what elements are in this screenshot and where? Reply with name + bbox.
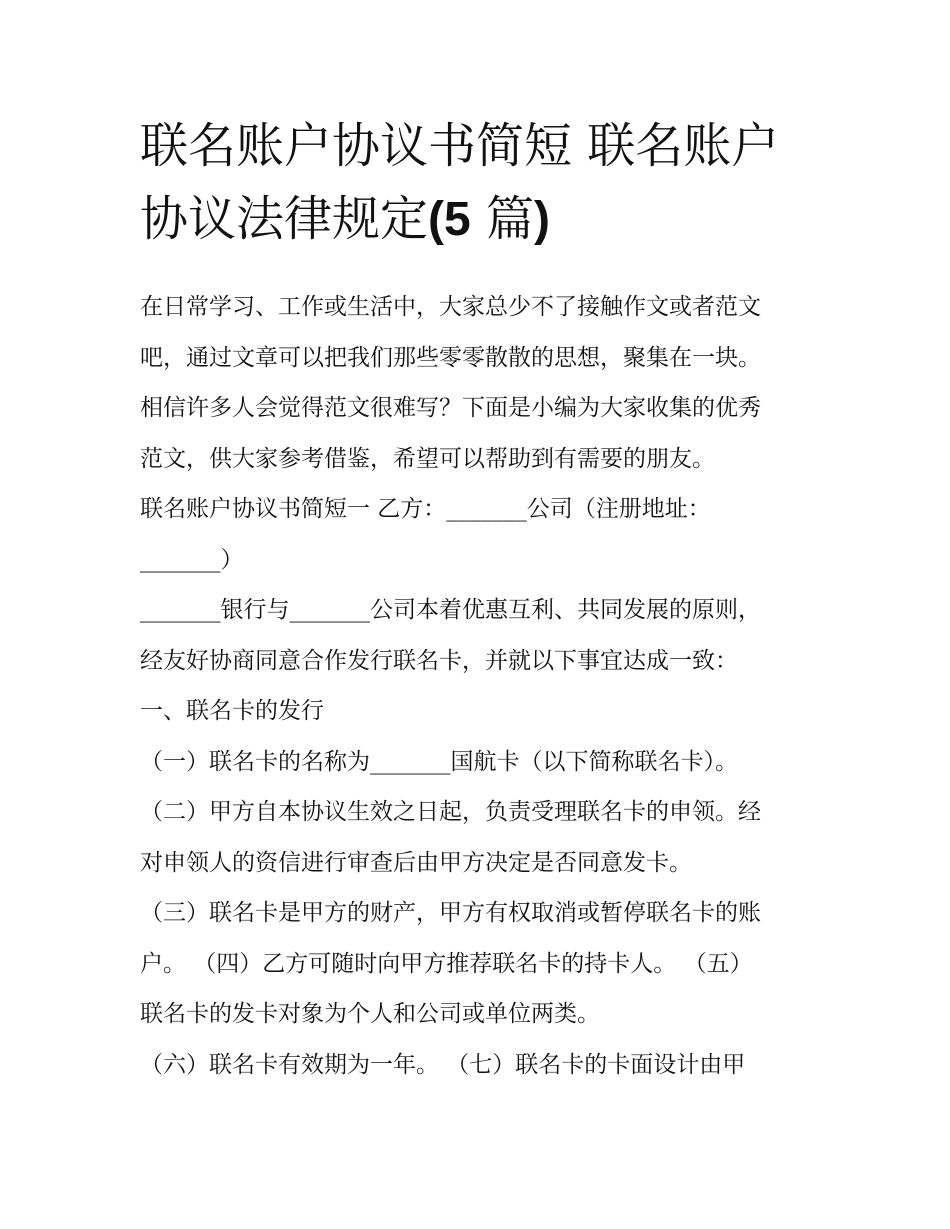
title-line-2-text: 协议法律规定 (140, 191, 429, 247)
section-heading: 一、联名卡的发行 (140, 698, 324, 724)
body-line: （三）联名卡是甲方的财产，甲方有权取消或暂停联名卡的账 (140, 900, 761, 926)
body-line: （一）联名卡的名称为_______国航卡（以下简称联名卡）。 (140, 748, 738, 775)
body-line: （六）联名卡有效期为一年。 （七）联名卡的卡面设计由甲 (140, 1051, 746, 1078)
body-line: 联名卡的发卡对象为个人和公司或单位两类。 (140, 1001, 600, 1027)
body-line: 经友好协商同意合作发行联名卡，并就以下事宜达成一致： (140, 647, 738, 674)
body-line: 吧，通过文章可以把我们那些零零散散的思想，聚集在一块。 (140, 344, 761, 371)
body-line: 在日常学习、工作或生活中，大家总少不了接触作文或者范文 (140, 294, 761, 320)
body-line: 范文，供大家参考借鉴，希望可以帮助到有需要的朋友。 (140, 445, 715, 472)
document-body (140, 282, 830, 1090)
body-line: 户。 （四）乙方可随时向甲方推荐联名卡的持卡人。 （五） (140, 950, 753, 977)
title-count-close: ) (533, 193, 550, 246)
title-count-open: (5 (428, 193, 471, 246)
body-line: 联名账户协议书简短一 乙方：_______公司（注册地址： (140, 496, 711, 522)
body-line: （二）甲方自本协议生效之日起，负责受理联名卡的申领。经 (140, 799, 761, 825)
body-line: _______） (140, 546, 244, 573)
body-line: _______银行与_______公司本着优惠互利、共同发展的原则， (140, 597, 761, 623)
document-title (140, 110, 840, 256)
body-line: 相信许多人会觉得范文很难写？下面是小编为大家收集的优秀 (140, 395, 761, 421)
title-line-2 (140, 183, 840, 256)
title-count-unit: 篇 (470, 191, 534, 247)
title-line-1: 联名账户协议书简短 联名账户 (140, 118, 780, 174)
body-line: 对申领人的资信进行审查后由甲方决定是否同意发卡。 (140, 849, 692, 876)
